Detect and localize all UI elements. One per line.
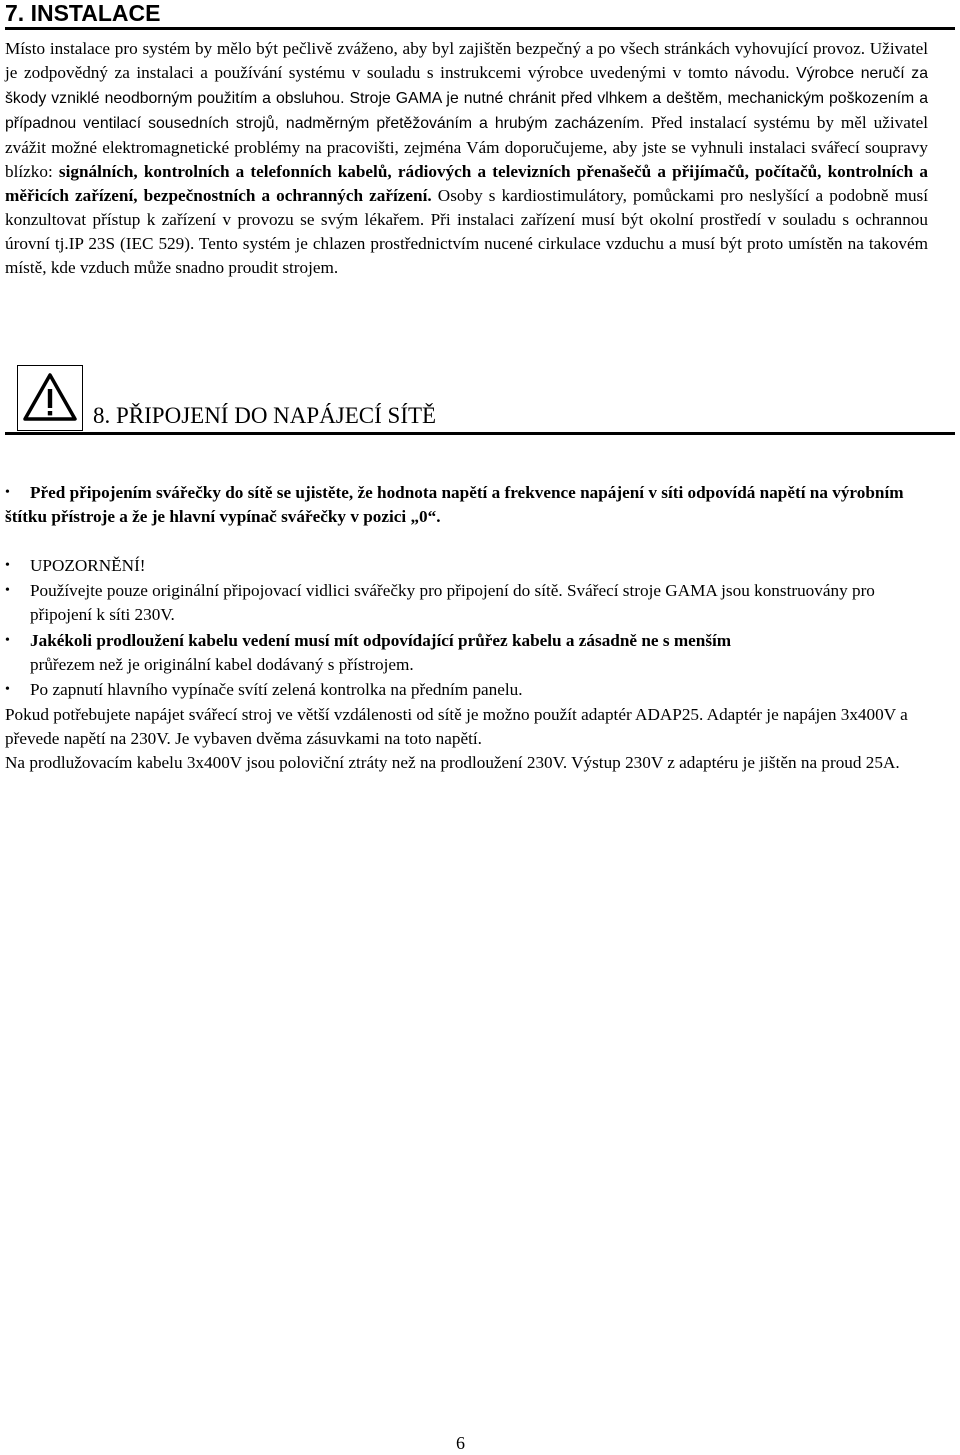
installation-text-3: Osoby s kardiostimulátory, pomůckami pro neslyšící a podobně musí konzultovat přístup k zařízení v provozu se svým lékařem. Při instalaci zařízení musí být okolní prostředí v souladu s ochrannou úrovní tj.IP 23S (IEC 529). Tento systém je chlazen prostřednictvím nucené cirkulace vzduchu a musí být proto umístěn na takovém místě, kde vzduch může snadno proudit strojem. (5, 186, 929, 277)
bullet-marker: • (5, 633, 10, 648)
extension-loss-paragraph: Na prodlužovacím kabelu 3x400V jsou poloviční ztráty než na prodloužení 230V. Výstup 230V z adaptéru je jištěn na proud 25A. (5, 753, 900, 772)
extension-cable-rest: průřezem než je originální kabel dodávaný s přístrojem. (30, 655, 414, 674)
bullet-item-green-light: Po zapnutí hlavního vypínače svítí zelená kontrolka na předním panelu. (30, 680, 523, 699)
page-number: 6 (456, 1433, 465, 1453)
warning-triangle-icon (17, 365, 83, 431)
installation-text-1: Místo instalace pro systém by mělo být pečlivě zváženo, aby byl zajištěn bezpečný a po všech stránkách vyhovující provoz. Uživatel je zodpovědný za instalaci a používání systému v souladu s instrukcemi výrobce uvedenými v tomto návodu. (5, 39, 928, 82)
bullet-item-extension-cable (30, 629, 930, 677)
bullet-marker: • (5, 682, 10, 697)
bullet-marker: • (5, 558, 10, 573)
bullet-item-voltage-check: Před připojením svářečky do sítě se ujistěte, že hodnota napětí a frekvence napájení v síti odpovídá napětí na výrobním štítku přístroje a že je hlavní vypínač svářečky v pozici „0“. (5, 483, 904, 526)
bullet-marker: • (5, 583, 10, 598)
installation-text-bold: signálních, kontrolních a telefonních kabelů, rádiových a televizních přenašečů a přijímačů, počítačů, kontrolních a měřicích zařízení, bezpečnostních a ochranných zařízení. (5, 162, 928, 205)
section-7-heading: 7. INSTALACE (5, 0, 955, 30)
bullet-item-warning: UPOZORNĚNÍ! (30, 556, 146, 575)
adapter-paragraph: Pokud potřebujete napájet svářecí stroj ve větší vzdálenosti od sítě je možno použít adaptér ADAP25. Adaptér je napájen 3x400V a převede napětí na 230V. Je vybaven dvěma zásuvkami na toto napětí. (5, 705, 908, 748)
section-8-heading: 8. PŘIPOJENÍ DO NAPÁJECÍ SÍTĚ (93, 403, 437, 428)
bullet-marker: • (5, 485, 10, 500)
installation-text-2: Před instalací systému by měl uživatel zvážit možné elektromagnetické problémy na pracovišti, zejména Vám doporučujeme, aby jste se vyhnuli instalaci svářecí soupravy blízko: (5, 113, 929, 181)
installation-text-sans: Výrobce neručí za škody vzniklé neodborným použitím a obsluhou. Stroje GAMA je nutné chránit před vlhkem a deštěm, mechanickým poškozením a případnou ventilací sousedních strojů, nadměrným přetěžováním a hrubým zacházením. (5, 65, 928, 132)
section-7-paragraph (5, 37, 928, 280)
section-8-rule (5, 432, 955, 435)
bullet-item-original-plug: Používejte pouze originální připojovací vidlici svářečky pro připojení do sítě. Svářecí stroje GAMA jsou konstruovány pro připojení k síti 230V. (30, 581, 875, 624)
extension-cable-bold: Jakékoli prodloužení kabelu vedení musí mít odpovídající průřez kabelu a zásadně ne s menším (30, 631, 732, 650)
